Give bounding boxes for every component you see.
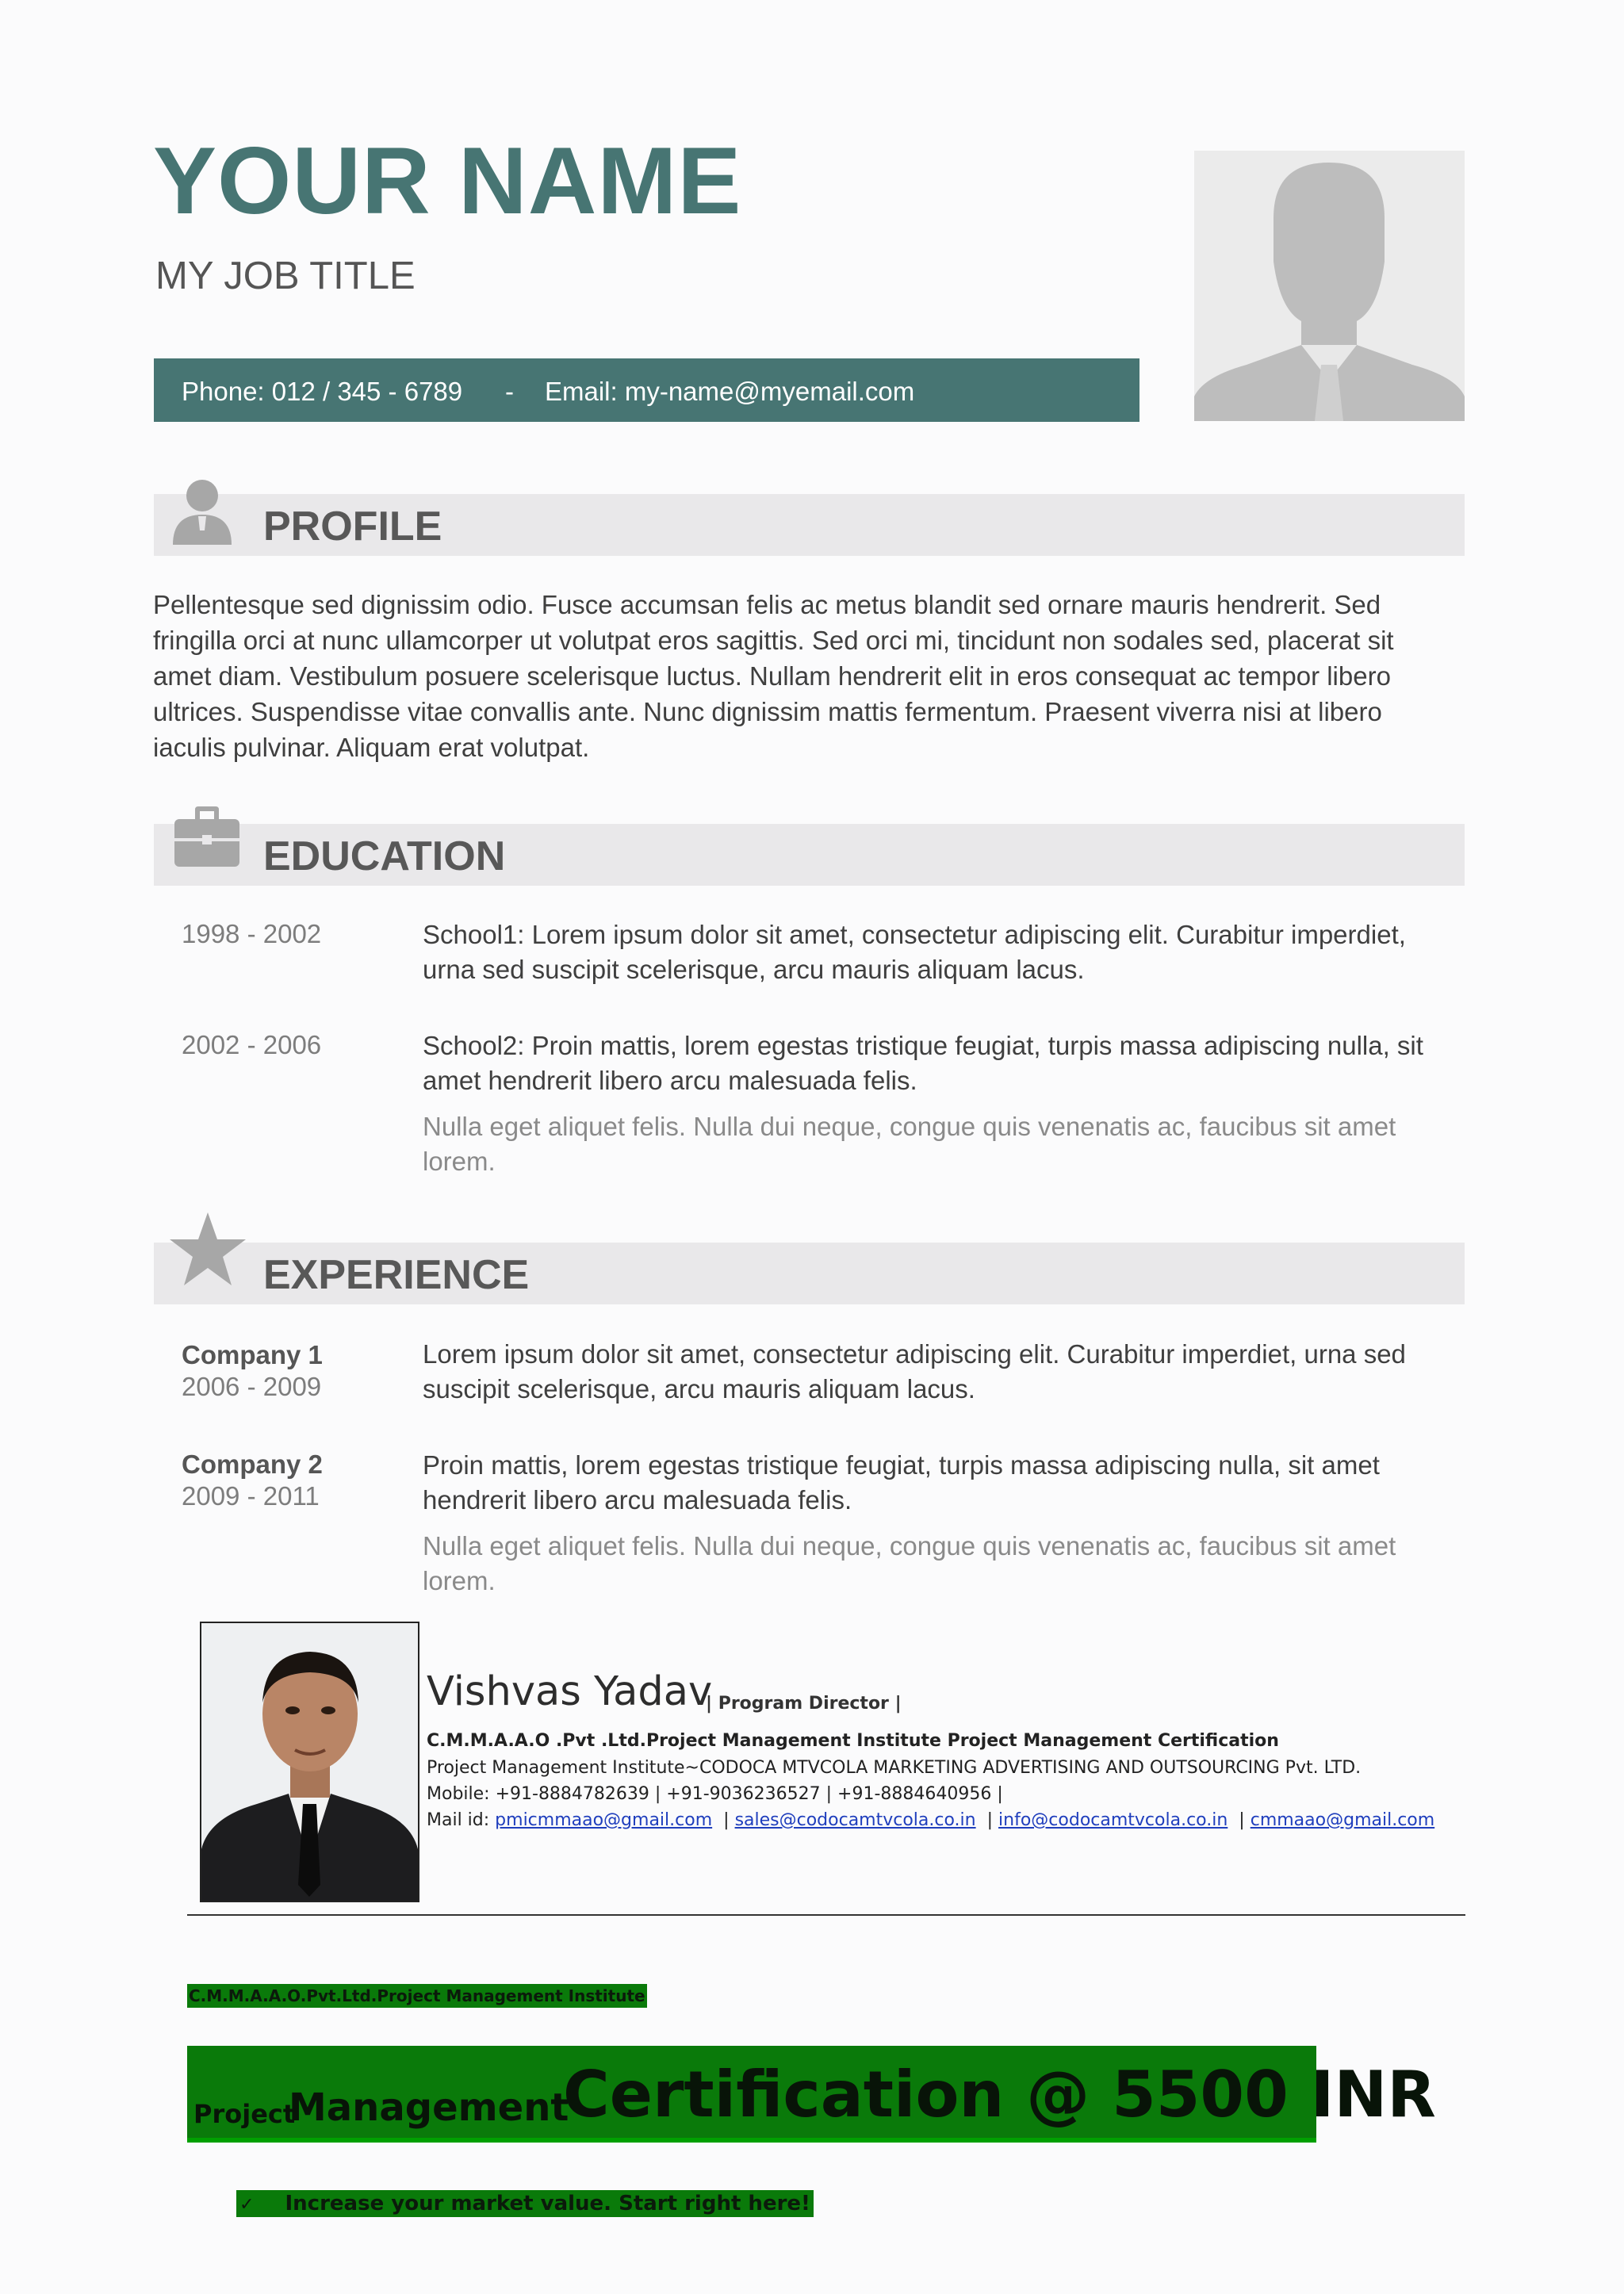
email-link-pmicmmaao[interactable]: pmicmmaao@gmail.com xyxy=(495,1810,713,1830)
experience-entry xyxy=(423,1448,1396,1599)
signature-name: Vishvas Yadav xyxy=(427,1668,713,1715)
section-title-experience: EXPERIENCE xyxy=(263,1252,530,1298)
email-separator: | xyxy=(986,1810,994,1830)
promo-tagline-text: Increase your market value. Start right here! xyxy=(285,2192,810,2215)
briefcase-icon xyxy=(174,805,239,868)
job-title: MY JOB TITLE xyxy=(155,255,416,297)
email-separator: | xyxy=(1239,1810,1245,1830)
user-icon xyxy=(171,478,233,546)
experience-line: Lorem ipsum dolor sit amet, consectetur adipiscing elit. Curabitur imperdiet, urna sed xyxy=(423,1339,1406,1369)
profile-line: iaculis pulvinar. Aliquam erat volutpat. xyxy=(153,733,590,762)
signature-org-2: Project Management Institute~CODOCA MTVCOLA MARKETING ADVERTISING AND OUTSOURCING Pvt. LTD. xyxy=(427,1758,1362,1778)
experience-line: Proin mattis, lorem egestas tristique feugiat, turpis massa adipiscing nulla, sit amet xyxy=(423,1450,1380,1480)
promo-certification-banner xyxy=(187,2046,1436,2143)
experience-line: hendrerit libero arcu malesuada felis. xyxy=(423,1485,852,1515)
experience-entry xyxy=(423,1337,1406,1407)
company-name: Company 1 xyxy=(182,1340,323,1369)
signature-divider xyxy=(187,1914,1465,1916)
contact-bar xyxy=(154,358,1139,422)
star-icon xyxy=(168,1211,247,1287)
profile-line: fringilla orci at nunc ullamcorper ut volutpat eros sagittis. Sed orci mi, tincidunt non sodales sed, placerat sit xyxy=(153,626,1394,655)
experience-dates: 2009 - 2011 xyxy=(182,1481,320,1511)
experience-line: suscipit scelerisque, arcu mauris aliquam lacus. xyxy=(423,1374,975,1404)
signature-role: | Program Director | xyxy=(706,1694,902,1714)
experience-note-line: Nulla eget aliquet felis. Nulla dui neque, congue quis venenatis ac, faucibus sit amet xyxy=(423,1531,1396,1561)
education-dates: 2002 - 2006 xyxy=(182,1030,322,1059)
person-photo-icon xyxy=(201,1623,418,1901)
education-line: School1: Lorem ipsum dolor sit amet, consectetur adipiscing elit. Curabitur imperdiet, xyxy=(423,920,1406,949)
education-entry xyxy=(423,1028,1423,1179)
promo-institute-line: C.M.M.A.A.O.Pvt.Ltd.Project Management Institute xyxy=(187,1984,647,2008)
promo-tagline xyxy=(236,2190,814,2217)
education-line: urna sed suscipit scelerisque, arcu mauris aliquam lacus. xyxy=(423,955,1085,984)
experience-note-line: lorem. xyxy=(423,1566,496,1595)
signature-org: C.M.M.A.A.O .Pvt .Ltd.Project Management Institute Project Management Certification xyxy=(427,1731,1279,1751)
education-line: amet hendrerit libero arcu malesuada felis. xyxy=(423,1066,917,1095)
signature-mail-line xyxy=(427,1810,1434,1830)
email-link-sales[interactable]: sales@codocamtvcola.co.in xyxy=(734,1810,976,1830)
promo-word-management: Management xyxy=(289,2085,569,2130)
email-link-info[interactable]: info@codocamtvcola.co.in xyxy=(998,1810,1228,1830)
experience-dates: 2006 - 2009 xyxy=(182,1372,322,1401)
signature-mobile: Mobile: +91-8884782639 | +91-9036236527 | +91-8884640956 | xyxy=(427,1784,1003,1804)
profile-line: Pellentesque sed dignissim odio. Fusce accumsan felis ac metus blandit sed ornare mauris hendrerit. Sed xyxy=(153,590,1381,619)
profile-photo-placeholder xyxy=(1194,151,1465,421)
email-link-cmmaao[interactable]: cmmaao@gmail.com xyxy=(1250,1810,1435,1830)
education-note-line: Nulla eget aliquet felis. Nulla dui neque, congue quis venenatis ac, faucibus sit amet xyxy=(423,1112,1396,1141)
profile-line: amet diam. Vestibulum posuere scelerisque luctus. Nullam hendrerit elit in eros consequat ac tempor libero xyxy=(153,661,1391,691)
mail-label: Mail id: xyxy=(427,1810,490,1830)
signature-photo xyxy=(200,1622,419,1902)
phone-text: Phone: 012 / 345 - 6789 xyxy=(182,377,463,406)
email-text: Email: my-name@myemail.com xyxy=(545,377,915,406)
education-note-line: lorem. xyxy=(423,1147,496,1176)
contact-separator: - xyxy=(505,377,514,406)
education-section-header xyxy=(154,824,1465,886)
company-name: Company 2 xyxy=(182,1450,323,1479)
section-title-profile: PROFILE xyxy=(263,504,442,550)
promo-word-project: Project xyxy=(193,2099,296,2129)
email-separator: | xyxy=(723,1810,730,1830)
person-silhouette-icon xyxy=(1194,151,1465,421)
promo-certification-price: Certification @ 5500 INR xyxy=(563,2058,1436,2131)
profile-section-header xyxy=(154,494,1465,556)
experience-section-header xyxy=(154,1243,1465,1304)
checkmark-icon: ✓ xyxy=(239,2195,255,2215)
profile-text xyxy=(153,587,1394,765)
education-line: School2: Proin mattis, lorem egestas tristique feugiat, turpis massa adipiscing nulla, sit xyxy=(423,1031,1423,1060)
education-dates: 1998 - 2002 xyxy=(182,919,322,948)
profile-line: ultrices. Suspendisse vitae convallis ante. Nunc dignissim mattis fermentum. Praesent viverra nisi at libero xyxy=(153,697,1382,726)
resume-name: YOUR NAME xyxy=(153,128,742,234)
education-entry xyxy=(423,917,1406,987)
section-title-education: EDUCATION xyxy=(263,833,506,879)
